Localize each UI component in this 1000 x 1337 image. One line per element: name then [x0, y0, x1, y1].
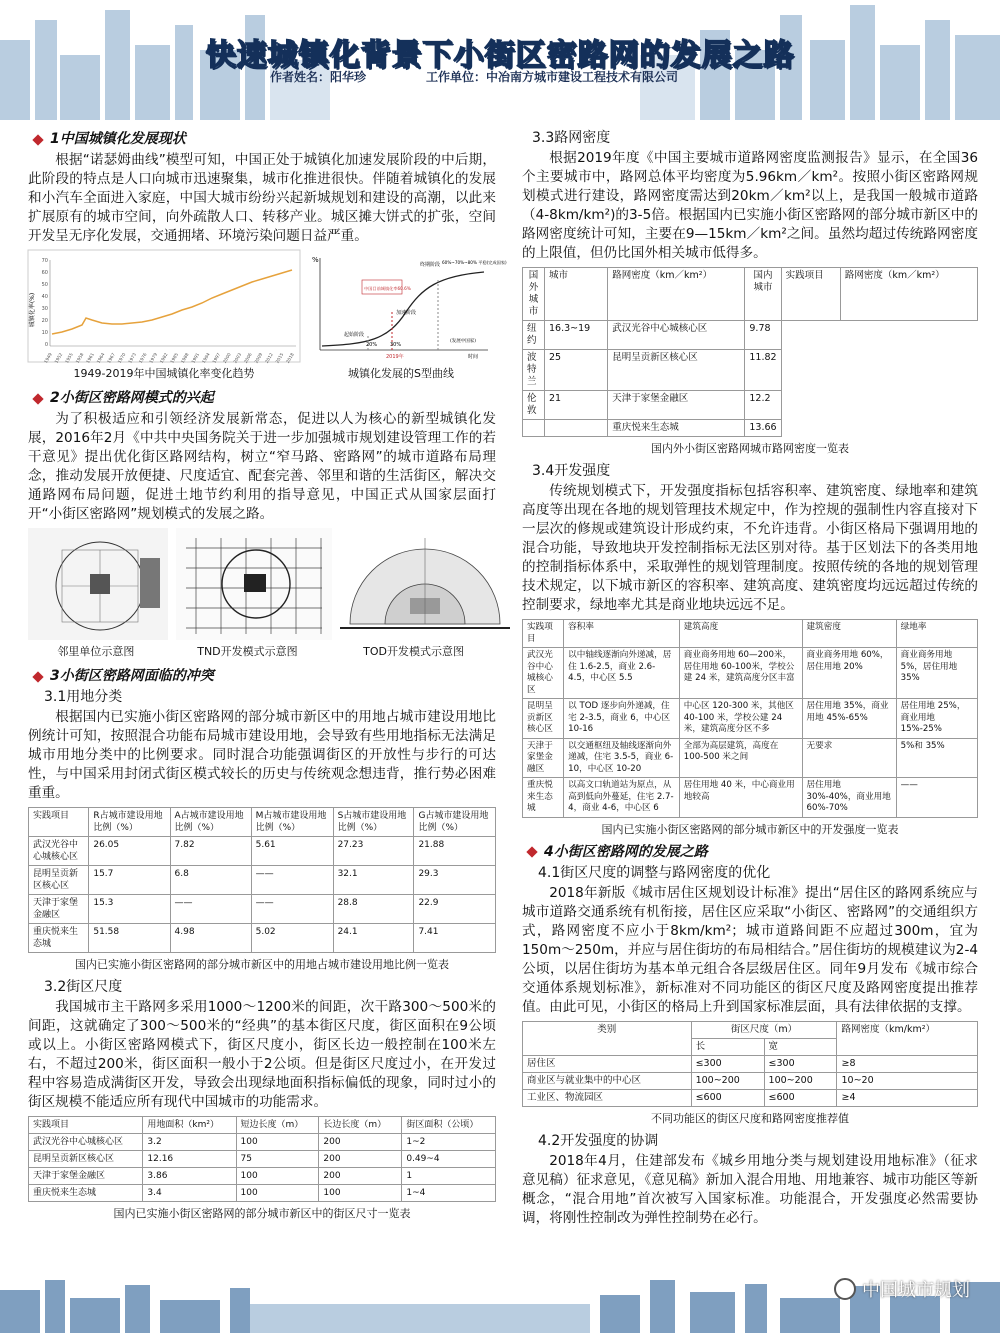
table-header-cell: G占城市建设用地比例（%） — [414, 808, 496, 837]
table-cell: 居住区 — [523, 1055, 692, 1072]
table-cell: 10~20 — [837, 1072, 978, 1089]
s-curve-start: 起始阶段 — [344, 332, 365, 338]
table-header-cell: 容积率 — [564, 620, 680, 648]
recommend-caption: 不同功能区的街区尺度和路网密度推荐值 — [651, 1111, 849, 1125]
foreign-label: 国外城市 — [523, 268, 545, 321]
table-cell: 24.1 — [333, 924, 414, 953]
table-row — [523, 699, 978, 739]
section-3-heading: 3小街区密路网面临的冲突 — [28, 667, 496, 686]
table-cell: —— — [170, 895, 251, 924]
land-use-table — [28, 807, 496, 953]
x-tick-label: 1949 — [43, 352, 54, 365]
table-cell: 200 — [319, 1134, 402, 1151]
table-row — [29, 866, 496, 895]
s-curve-current: 中国目前城镇化率60.6% — [364, 286, 411, 291]
table-cell: 5.02 — [251, 924, 333, 953]
table-cell: 昆明呈贡新区核心区 — [29, 1151, 143, 1168]
table-row — [523, 350, 978, 391]
table-cell: —— — [896, 778, 977, 818]
s-curve-time: 时间 — [468, 354, 479, 360]
table-cell: 29.3 — [414, 866, 496, 895]
table-cell: ≤300 — [691, 1055, 764, 1072]
fig1-caption: 1949-2019年中国城镇化率变化趋势 — [73, 367, 255, 380]
table-row — [523, 321, 978, 350]
tod-diagram — [340, 528, 510, 640]
author-name: 作者姓名：阳华珍 — [270, 70, 367, 84]
s-curve-30: 30% — [390, 342, 402, 348]
section-32-text: 我国城市主干路网多采用1000～1200米的间距，次干路300～500米的间距，这就确定了300～500米的“经典”的基本街区尺度，街区面积在9公顷或以上。小街区密路网模式下，街区尺度小，街区长边一般控制在100米左右，不超过200米，街区面积一般小于2公顷。但是街区尺度过小，在开发过程中容易造成满街区开发，导致会出现绿地面积指标偏低的现象，同时过小的街区规模不能适应所有现代中国城市的功能需求。 — [28, 999, 496, 1110]
table-cell: 以交通枢纽及轴线逐渐向外递减，住宅 3.5-5，商业 6-10，中心区 10-20 — [564, 738, 680, 778]
x-tick-label: 1994 — [201, 352, 212, 365]
table-cell: 22.9 — [414, 895, 496, 924]
table-cell: 天津于家堡金融区 — [29, 1168, 143, 1185]
y-tick-label: 50 — [41, 282, 48, 288]
table-cell: 3.86 — [143, 1168, 236, 1185]
table-header-cell: 建筑密度 — [802, 620, 896, 648]
section-34-text: 传统规划模式下，开发强度指标包括容积率、建筑密度、绿地率和建筑高度等出现在各地的规划管理技术规定中，作为控规的强制性内容直接对下一层次的修规或建筑设计形成约束，不允许违背。小街区格局下强调用地的混合功能，导致地块开发控制指标无法区别对待。基于区划法下的各类用地的控制指标体系中，采取弹性的规划管理制度。按照传统的各地的规划管理技术规定，以下城市新区的容积率、建筑高度、建筑密度均远远超过传统的控制要求，绿地率尤其是商业地块远远不足。 — [522, 483, 978, 613]
table-cell: 100~200 — [691, 1072, 764, 1089]
section-32-heading: 3.2街区尺度 — [44, 979, 123, 995]
table-cell: 16.3~19 — [545, 321, 608, 350]
recommend-table — [522, 1021, 978, 1107]
table-cell: 居住用地 30%-40%，商业用地 60%-70% — [802, 778, 896, 818]
table-cell: 居住用地 40 米，中心商业用地较高 — [679, 778, 802, 818]
x-tick-label: 1961 — [86, 352, 96, 365]
table-cell: ≤600 — [764, 1089, 837, 1106]
watermark: 中国城市规划 — [834, 1276, 970, 1302]
density-col-value2: 路网密度（km／km²） — [840, 268, 977, 321]
table-cell: 51.58 — [89, 924, 170, 953]
y-tick-label: 60 — [41, 270, 48, 276]
x-tick-label: 1988 — [180, 352, 191, 365]
table-header-cell: 长边长度（m） — [319, 1117, 402, 1134]
table-cell: ≤600 — [691, 1089, 764, 1106]
author-line — [270, 68, 738, 85]
table-row — [29, 1168, 496, 1185]
rec-col-density: 路网密度（km/km²） — [837, 1021, 978, 1055]
table-header-cell: R占城市建设用地比例（%） — [89, 808, 170, 837]
s-curve-pct: % — [312, 256, 319, 264]
table-row — [29, 1134, 496, 1151]
section-42-text: 2018年4月，住建部发布《城乡用地分类与规划建设用地标准》（征求意见稿）征求意见，《意见稿》新加入混合用地、用地兼容、城市功能区等新概念，“混合用地”首次被写入国家标准。功能混合，开发强度必然需要协调，将刚性控制改为弹性控制势在必行。 — [522, 1152, 978, 1226]
urbanization-rate-chart — [28, 250, 300, 365]
section-41-heading: 4.1街区尺度的调整与路网密度的优化 — [538, 864, 771, 881]
table-cell: —— — [251, 895, 333, 924]
table-header-cell: 街区面积（公顷） — [402, 1117, 496, 1134]
s-curve-stable: 60%~70%~80% 平稳(完成国家) — [442, 260, 507, 265]
x-tick-label: 2009 — [254, 352, 265, 365]
table-cell: 武汉光谷中心城核心区 — [608, 321, 745, 350]
section-42-heading: 4.2开发强度的协调 — [538, 1132, 659, 1149]
x-tick-label: 1952 — [54, 352, 65, 365]
s-curve-2019: 2019年 — [386, 354, 404, 360]
table-cell: 200 — [319, 1151, 402, 1168]
table-cell: 商业区与就业集中的中心区 — [523, 1072, 692, 1089]
table-row — [29, 924, 496, 953]
density-col-value: 路网密度（km／km²） — [608, 268, 745, 321]
table-cell: 天津于家堡金融区 — [29, 895, 89, 924]
table-cell: 25 — [545, 350, 608, 391]
fig4-caption: TND开发模式示意图 — [197, 645, 298, 658]
table-cell: 重庆悦来生态城 — [523, 778, 564, 818]
x-tick-label: 2012 — [264, 352, 275, 365]
left-column — [28, 128, 507, 1227]
table-cell: 21 — [545, 391, 608, 420]
x-tick-label: 2000 — [222, 352, 233, 365]
table-cell: 11.82 — [745, 350, 781, 391]
table-cell: 27.23 — [333, 837, 414, 866]
section-31-heading: 3.1用地分类 — [44, 689, 123, 705]
section-4-heading: 4小街区密路网的发展之路 — [522, 843, 978, 862]
table-cell: 以中轴线逐渐向外递减，居住 1.6-2.5，商业 2.6-4.5，中心区 5.5 — [564, 648, 680, 699]
table-row — [29, 837, 496, 866]
table-cell: 昆明呈贡新区核心区 — [29, 866, 89, 895]
block-size-table — [28, 1116, 496, 1202]
table-cell: 100 — [236, 1134, 319, 1151]
table-cell: 200 — [319, 1168, 402, 1185]
x-tick-label: 2006 — [243, 352, 254, 365]
section-2-heading: 2小街区密路网模式的兴起 — [28, 389, 496, 408]
table-cell: 28.8 — [333, 895, 414, 924]
table-row — [523, 738, 978, 778]
table-cell: 75 — [236, 1151, 319, 1168]
rec-col-type: 类别 — [523, 1021, 692, 1055]
table-row — [523, 420, 978, 437]
table-cell: 重庆悦来生态城 — [29, 924, 89, 953]
table-cell: 天津于家堡金融区 — [608, 391, 745, 420]
author-unit: 工作单位：中冶南方城市建设工程技术有限公司 — [426, 70, 679, 84]
table-cell: 21.88 — [414, 837, 496, 866]
table-cell: 昆明呈贡新区核心区 — [523, 699, 564, 739]
table-cell: 7.41 — [414, 924, 496, 953]
table-cell: 100 — [236, 1185, 319, 1202]
table-cell: 100 — [319, 1185, 402, 1202]
table-cell: 商业商务用地 60—200米，居住用地 60-100米，学校公建 24 米，建筑高度分区丰富 — [679, 648, 802, 699]
table-header-cell: S占城市建设用地比例（%） — [333, 808, 414, 837]
table-cell: 0.49~4 — [402, 1151, 496, 1168]
table-cell: 重庆悦来生态城 — [608, 420, 745, 437]
density-col-city: 城市 — [545, 268, 608, 321]
rec-col-size: 街区尺度（m） — [691, 1021, 837, 1038]
table-row — [523, 1089, 978, 1106]
y-tick-label: 10 — [41, 330, 48, 336]
section-2-text: 为了积极适应和引领经济发展新常态，促进以人为核心的新型城镇化发展，2016年2月《中共中央国务院关于进一步加强城市规划建设管理工作的若干意见》提出优化街区路网结构，树立“窄马路、密路网”的城市道路布局理念，推动发展开放便捷、尺度适宜、配套完善、邻里和谐的生活街区，解决交通路网布局问题，促进土地节约利用的指导意见，中国正式从国家层面打开“小街区密路网”规划模式的发展之路。 — [28, 411, 496, 522]
x-tick-label: 1985 — [170, 352, 180, 365]
x-tick-label: 1955 — [64, 352, 75, 365]
table-header-cell: 建筑高度 — [679, 620, 802, 648]
table-row — [523, 391, 978, 420]
section-33-heading: 3.3路网密度 — [532, 130, 611, 146]
x-tick-label: 2018 — [285, 352, 296, 365]
x-tick-label: 1964 — [96, 352, 107, 365]
land-use-caption: 国内已实施小街区密路网的部分城市新区中的用地占城市建设用地比例一览表 — [75, 958, 449, 971]
table-cell: 13.66 — [745, 420, 781, 437]
s-curve-20: 20% — [366, 342, 378, 348]
table-header-cell: M占城市建设用地比例（%） — [251, 808, 333, 837]
fig5-caption: TOD开发模式示意图 — [363, 645, 464, 658]
table-cell: 100 — [236, 1168, 319, 1185]
table-cell: ≥4 — [837, 1089, 978, 1106]
x-tick-label: 1997 — [212, 352, 223, 365]
fig3-caption: 邻里单位示意图 — [57, 645, 135, 658]
table-header-cell: 实践项目 — [29, 1117, 143, 1134]
domestic-label: 国内城市 — [745, 268, 781, 321]
x-tick-label: 1967 — [107, 352, 117, 365]
table-cell: 以 TOD 逐步向外递减，住宅 2-3.5，商业 6，中心区 10-16 — [564, 699, 680, 739]
table-cell: ≤300 — [764, 1055, 837, 1072]
table-header-cell: 用地面积（km²） — [143, 1117, 236, 1134]
table-row — [29, 1185, 496, 1202]
table-cell: 武汉光谷中心城核心区 — [29, 1134, 143, 1151]
table-cell: 居住用地 25%，商业用地 15%-25% — [896, 699, 977, 739]
section-1-text: 根据“诺瑟姆曲线”模型可知，中国正处于城镇化加速发展阶段的中后期，此阶段的特点是人口向城市迅速聚集，城市化推进很快。伴随着城镇化的发展和小汽车全面进入家庭，中国大城市纷纷兴起新城规划和建设的高潮，以此来扩展原有的城市空间，向外疏散人口、转移产业。城区摊大饼式的扩张，空间开发呈无序化发展，交通拥堵、环境污染问题日益严重。 — [28, 152, 496, 244]
table-row — [523, 1055, 978, 1072]
block-size-caption: 国内已实施小街区密路网的部分城市新区中的街区尺寸一览表 — [113, 1207, 411, 1220]
y-tick-label: 40 — [41, 294, 48, 300]
table-cell: 3.2 — [143, 1134, 236, 1151]
section-1-figures — [28, 250, 507, 365]
x-tick-label: 2003 — [233, 352, 244, 365]
table-cell: 全部为高层建筑，高度在 100-500 米之间 — [679, 738, 802, 778]
table-cell: 12.16 — [143, 1151, 236, 1168]
intensity-table — [522, 619, 978, 818]
table-cell: 5.61 — [251, 837, 333, 866]
poster-title: 快速城镇化背景下小街区密路网的发展之路 — [205, 38, 795, 73]
section-31-text: 根据国内已实施小街区密路网的部分城市新区中的用地占城市建设用地比例统计可知，按照混合功能布局城市建设用地，会导致有些用地指标无法满足城市用地分类中的比例要求。同时混合功能强调街区的开放性与步行的可达性，与中国采用封闭式街区模式较长的历史与传统观念想违背，推行势必困难重重。 — [28, 709, 496, 801]
x-tick-label: 1976 — [138, 352, 149, 365]
y-tick-label: 0 — [44, 342, 48, 348]
table-row — [29, 895, 496, 924]
table-cell: 15.3 — [89, 895, 170, 924]
rec-col-wide: 宽 — [764, 1038, 837, 1055]
table-cell: 中心区 120-300 米，其他区 40-100 米，学校公建 24 米，建筑高度分区不多 — [679, 699, 802, 739]
table-row — [523, 1072, 978, 1089]
fig2-caption: 城镇化发展的S型曲线 — [348, 367, 454, 380]
table-header-cell: 实践项目 — [29, 808, 89, 837]
section-33-text: 根据2019年度《中国主要城市道路网密度监测报告》显示，在全国36个主要城市中，路网总体平均密度为5.96km／km²。按照小街区密路网规划模式进行建设，路网密度需达到20km／km²以上，是我国一般城市道路（4-8km/km²)的3-5倍。根据国内已实施小街区密路网的部分城市新区中的路网密度统计可知，主要在9—15km／km²之间。虽然均超过传统路网密度的上限值，但仍比国外相关城市低得多。 — [522, 150, 978, 261]
table-cell: 32.1 — [333, 866, 414, 895]
table-cell: 无要求 — [802, 738, 896, 778]
tnd-diagram — [176, 528, 332, 640]
table-cell: 重庆悦来生态城 — [29, 1185, 143, 1202]
table-header-cell: 短边长度（m） — [236, 1117, 319, 1134]
table-cell: 商业商务用地 5%，居住用地 35% — [896, 648, 977, 699]
table-cell: 伦敦 — [523, 391, 545, 420]
section-1-heading: 1中国城镇化发展现状 — [28, 130, 496, 149]
table-cell: 4.98 — [170, 924, 251, 953]
x-tick-label: 1958 — [75, 352, 86, 365]
s-curve-dev: (发展中国家) — [450, 339, 477, 344]
neighborhood-unit-diagram — [28, 528, 168, 640]
table-cell: 工业区、物流园区 — [523, 1089, 692, 1106]
table-cell: 纽约 — [523, 321, 545, 350]
s-curve-accel: 加速阶段 — [396, 310, 417, 316]
intensity-caption: 国内已实施小街区密路网的部分城市新区中的开发强度一览表 — [601, 822, 899, 836]
table-row — [523, 778, 978, 818]
x-tick-label: 1979 — [149, 352, 159, 365]
table-cell: 武汉光谷中心城核心区 — [523, 648, 564, 699]
wechat-icon — [834, 1278, 856, 1300]
table-cell: 1~2 — [402, 1134, 496, 1151]
right-column — [522, 128, 978, 1228]
x-tick-label: 1973 — [128, 352, 138, 365]
table-row — [29, 1151, 496, 1168]
table-cell: 商业商务用地 60%，居住用地 20% — [802, 648, 896, 699]
table-cell: 居住用地 35%，商业用地 45%-65% — [802, 699, 896, 739]
density-col-project: 实践项目 — [781, 268, 840, 321]
y-tick-label: 70 — [41, 258, 48, 264]
table-cell: 以高文口轨道站为原点，从高到低向外蔓延，住宅 2.7-4，商业 4-6，中心区 6 — [564, 778, 680, 818]
table-header-cell: 绿地率 — [896, 620, 977, 648]
y-tick-label: 20 — [41, 318, 48, 324]
section-34-heading: 3.4开发强度 — [532, 463, 611, 479]
table-cell — [523, 420, 545, 437]
x-tick-label: 1982 — [159, 352, 170, 365]
table-cell: 1 — [402, 1168, 496, 1185]
table-header-cell: 实践项目 — [523, 620, 564, 648]
table-cell: 9.78 — [745, 321, 781, 350]
section-2-figures — [28, 528, 496, 640]
chart-ylabel: 城镇化率(%) — [29, 292, 36, 328]
table-cell: 7.82 — [170, 837, 251, 866]
section-41-text: 2018年新版《城市居住区规划设计标准》提出“居住区的路网系统应与城市道路交通系统有机衔接，居住区应采取“小街区、密路网”的交通组织方式，路网密度不应小于8km/km²；城市道路间距不应超过300m，宜为150m～250m，并应与居住街坊的布局相结合。”居住街坊的规模建议为2-4公顷，以居住街坊为基本单元组合各层级居住区。同年9月发布《城市综合交通体系规划标准》，新标准对不同功能区的街区尺度及路网密度提出推荐值。由此可见，小街区的格局上升到国家标准层面，具有法律依据的支撑。 — [522, 884, 978, 1015]
table-row — [523, 648, 978, 699]
table-cell: ≥8 — [837, 1055, 978, 1072]
x-tick-label: 1991 — [191, 352, 202, 365]
table-cell: 100~200 — [764, 1072, 837, 1089]
x-tick-label: 1970 — [117, 352, 128, 365]
road-density-caption: 国内外小街区密路网城市路网密度一览表 — [651, 442, 849, 455]
table-cell: —— — [251, 866, 333, 895]
table-cell: 1~4 — [402, 1185, 496, 1202]
rec-col-long: 长 — [691, 1038, 764, 1055]
table-cell: 5%和 35% — [896, 738, 977, 778]
table-cell: 12.2 — [745, 391, 781, 420]
table-cell: 天津于家堡金融区 — [523, 738, 564, 778]
table-cell: 波特兰 — [523, 350, 545, 391]
road-density-table — [522, 267, 978, 437]
table-cell — [545, 420, 608, 437]
table-cell: 昆明呈贡新区核心区 — [608, 350, 745, 391]
table-cell: 15.7 — [89, 866, 170, 895]
table-cell: 武汉光谷中心城核心区 — [29, 837, 89, 866]
table-cell: 6.8 — [170, 866, 251, 895]
s-curve-final: 终期阶段 — [420, 262, 441, 268]
y-tick-label: 30 — [41, 306, 48, 312]
table-header-cell: A占城市建设用地比例（%） — [170, 808, 251, 837]
table-cell: 26.05 — [89, 837, 170, 866]
table-cell: 3.4 — [143, 1185, 236, 1202]
s-curve-diagram — [308, 250, 507, 362]
x-tick-label: 2015 — [275, 352, 286, 365]
